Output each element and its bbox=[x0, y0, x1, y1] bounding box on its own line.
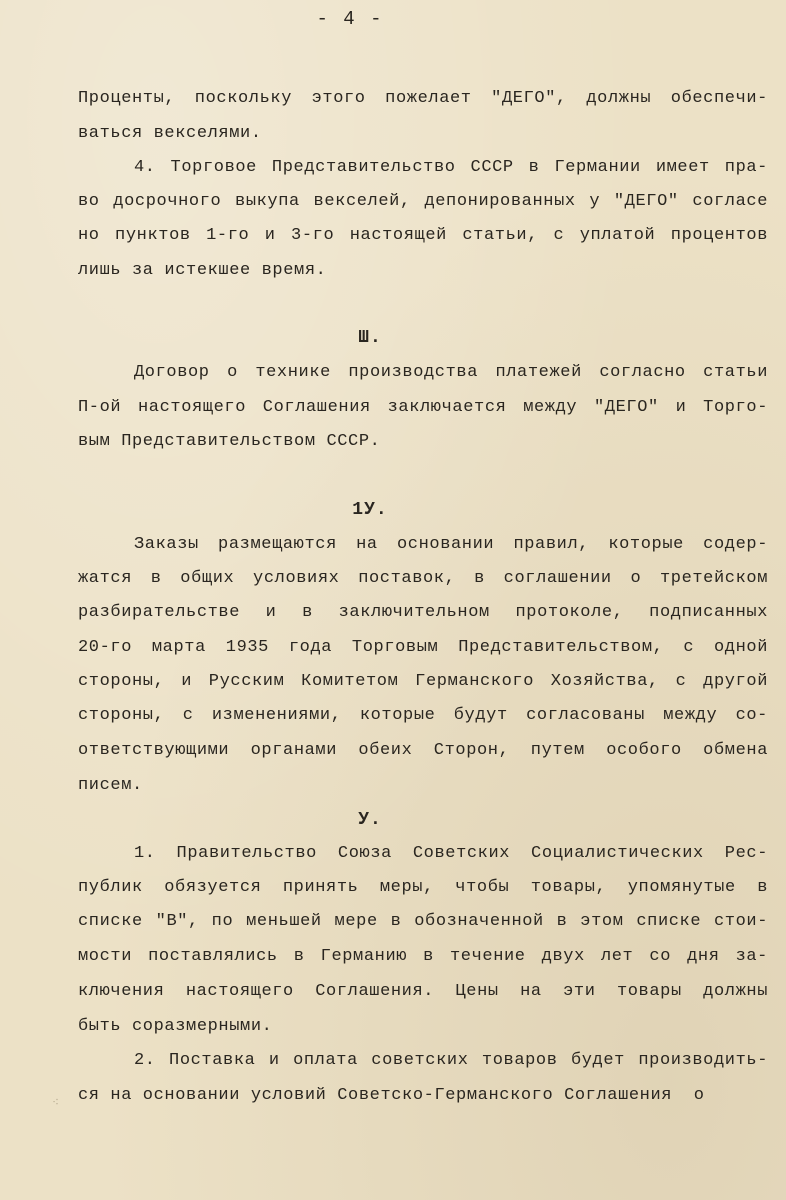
text-line: во досрочного выкупа векселей, депонированных у "ДЕГО" согласе bbox=[78, 192, 768, 211]
section-heading-4: 1У. bbox=[352, 500, 388, 520]
text-line: П-ой настоящего Соглашения заключается между "ДЕГО" и Торго- bbox=[78, 398, 768, 417]
text-line: вым Представительством СССР. bbox=[78, 432, 381, 451]
text-line: ответствующими органами обеих Сторон, путем особого обмена bbox=[78, 741, 768, 760]
section-heading-3: Ш. bbox=[358, 328, 382, 348]
text-line: 2. Поставка и оплата советских товаров будет производить- bbox=[134, 1051, 768, 1070]
text-line: списке "В", по меньшей мере в обозначенной в этом списке стои- bbox=[78, 912, 768, 931]
text-line: 4. Торговое Представительство СССР в Германии имеет пра- bbox=[134, 158, 768, 177]
text-line: но пунктов 1-го и 3-го настоящей статьи, с уплатой процентов bbox=[78, 226, 768, 245]
text-line: жатся в общих условиях поставок, в соглашении о третейском bbox=[78, 569, 768, 588]
text-line: 20-го марта 1935 года Торговым Представительством, с одной bbox=[78, 638, 768, 657]
text-line: Заказы размещаются на основании правил, которые содер- bbox=[134, 535, 768, 554]
text-line: мости поставлялись в Германию в течение двух лет со дня за- bbox=[78, 947, 768, 966]
text-line: Проценты, поскольку этого пожелает "ДЕГО", должны обеспечи- bbox=[78, 89, 768, 108]
text-line: стороны, и Русским Комитетом Германского Хозяйства, с другой bbox=[78, 672, 768, 691]
paper-speck-mark: ⁖ bbox=[52, 1096, 60, 1110]
text-line: ваться векселями. bbox=[78, 124, 262, 143]
text-line: быть соразмерными. bbox=[78, 1017, 273, 1036]
text-line: лишь за истекшее время. bbox=[78, 261, 327, 280]
text-line: стороны, с изменениями, которые будут согласованы между со- bbox=[78, 706, 768, 725]
text-line: ключения настоящего Соглашения. Цены на эти товары должны bbox=[78, 982, 768, 1001]
section-heading-5: У. bbox=[358, 810, 382, 830]
text-line: 1. Правительство Союза Советских Социалистических Рес- bbox=[134, 844, 768, 863]
text-line: ся на основании условий Советско-Германского Соглашения о bbox=[78, 1086, 705, 1105]
text-line: публик обязуется принять меры, чтобы товары, упомянутые в bbox=[78, 878, 768, 897]
text-line: разбирательстве и в заключительном протоколе, подписанных bbox=[78, 603, 768, 622]
page-number: - 4 - bbox=[316, 8, 384, 30]
text-line: писем. bbox=[78, 776, 143, 795]
text-line: Договор о технике производства платежей согласно статьи bbox=[134, 363, 768, 382]
